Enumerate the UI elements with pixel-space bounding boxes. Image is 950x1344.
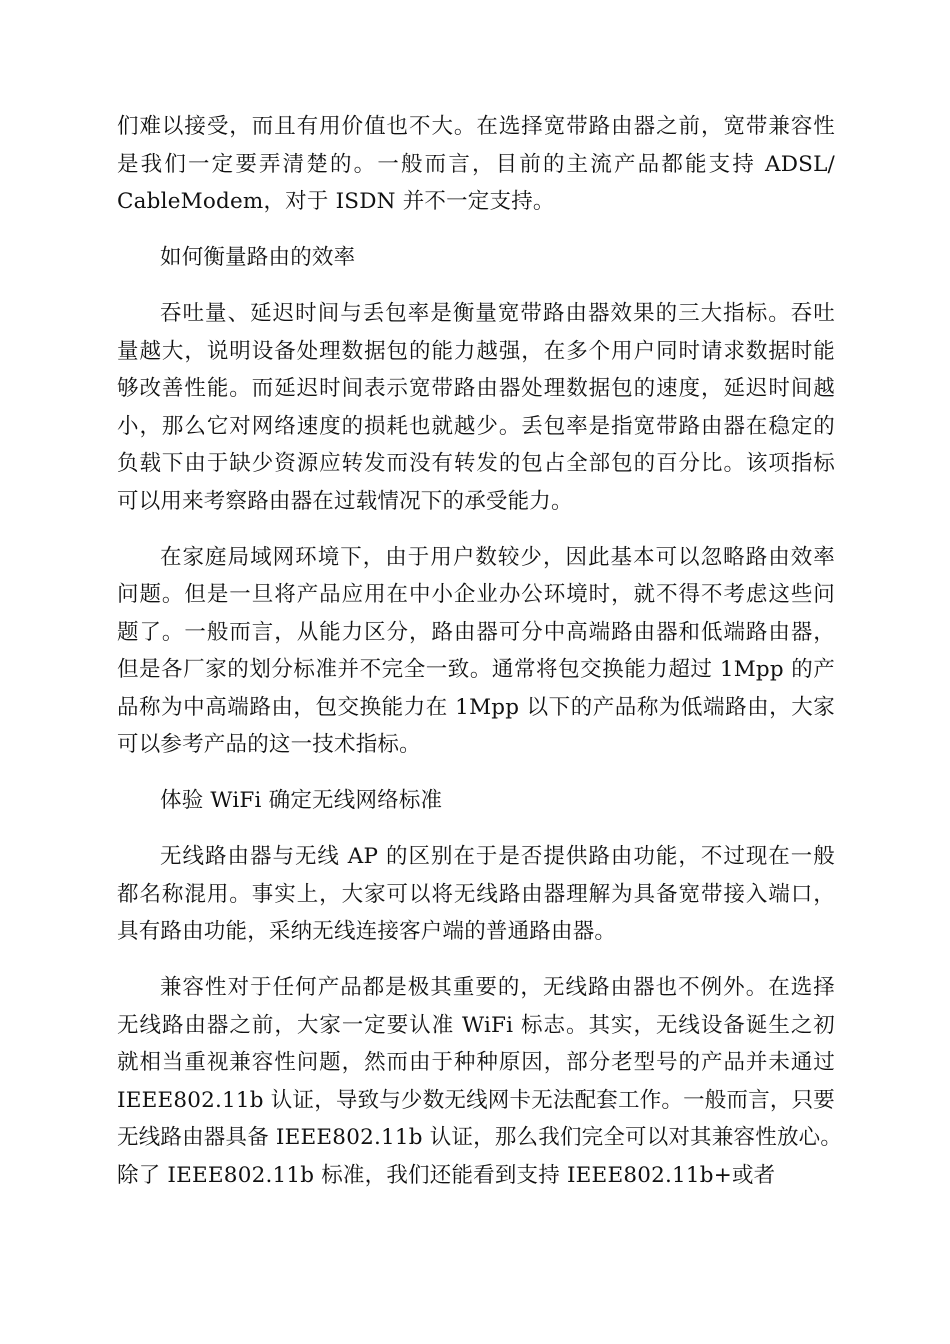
text-line: 无线路由器具备 IEEE802.11b 认证，那么我们完全可以对其兼容性放心。 bbox=[117, 1125, 843, 1150]
section-heading-router-efficiency bbox=[117, 239, 835, 277]
paragraph-4 bbox=[117, 838, 835, 951]
document-page bbox=[117, 108, 843, 1213]
text-line: 无线路由器与无线 AP 的区别在于是否提供路由功能，不过现在一般 bbox=[160, 844, 835, 869]
text-line: 问题。但是一旦将产品应用在中小企业办公环境时，就不得不考虑这些问 bbox=[117, 582, 835, 607]
text-line: 们难以接受，而且有用价值也不大。在选择宽带路由器之前，宽带兼容性 bbox=[117, 114, 835, 139]
text-line: 在家庭局域网环境下，由于用户数较少，因此基本可以忽略路由效率 bbox=[160, 544, 835, 570]
text-line: 负载下由于缺少资源应转发而没有转发的包占全部包的百分比。该项指标 bbox=[117, 451, 835, 476]
text-line: 小，那么它对网络速度的损耗也就越少。丢包率是指宽带路由器在稳定的 bbox=[117, 413, 835, 439]
paragraph-2 bbox=[117, 295, 835, 520]
text-line: 量越大，说明设备处理数据包的能力越强，在多个用户同时请求数据时能 bbox=[117, 338, 835, 364]
paragraph-1 bbox=[117, 108, 835, 221]
text-line: 无线路由器之前，大家一定要认准 WiFi 标志。其实，无线设备诞生之初 bbox=[117, 1012, 835, 1038]
paragraph-3 bbox=[117, 539, 835, 764]
text-line: 具有路由功能，采纳无线连接客户端的普通路由器。 bbox=[117, 919, 617, 944]
text-line: 就相当重视兼容性问题，然而由于种种原因，部分老型号的产品并未通过 bbox=[117, 1050, 835, 1075]
text-line: CableModem，对于 ISDN 并不一定支持。 bbox=[117, 189, 555, 214]
paragraph-5 bbox=[117, 969, 843, 1194]
section-heading-wifi-standard bbox=[117, 782, 835, 820]
heading-text: 如何衡量路由的效率 bbox=[160, 245, 356, 270]
text-line: 品称为中高端路由，包交换能力在 1Mpp 以下的产品称为低端路由，大家 bbox=[117, 694, 835, 720]
text-line: IEEE802.11b 认证，导致与少数无线网卡无法配套工作。一般而言，只要 bbox=[117, 1087, 836, 1113]
text-line: 可以用来考察路由器在过载情况下的承受能力。 bbox=[117, 488, 573, 514]
text-line: 够改善性能。而延迟时间表示宽带路由器处理数据包的速度，延迟时间越 bbox=[117, 376, 835, 401]
text-line: 除了 IEEE802.11b 标准，我们还能看到支持 IEEE802.11b+或者 bbox=[117, 1162, 776, 1188]
text-line: 但是各厂家的划分标准并不完全一致。通常将包交换能力超过 1Mpp 的产 bbox=[117, 657, 835, 682]
text-line: 可以参考产品的这一技术指标。 bbox=[117, 732, 421, 757]
heading-text: 体验 WiFi 确定无线网络标准 bbox=[160, 788, 443, 813]
text-line: 兼容性对于任何产品都是极其重要的，无线路由器也不例外。在选择 bbox=[160, 975, 835, 1000]
text-line: 吞吐量、延迟时间与丢包率是衡量宽带路由器效果的三大指标。吞吐 bbox=[160, 301, 835, 326]
text-line: 都名称混用。事实上，大家可以将无线路由器理解为具备宽带接入端口， bbox=[117, 881, 835, 907]
text-line: 是我们一定要弄清楚的。一般而言，目前的主流产品都能支持 ADSL/ bbox=[117, 151, 835, 177]
text-line: 题了。一般而言，从能力区分，路由器可分中高端路由器和低端路由器， bbox=[117, 619, 835, 645]
